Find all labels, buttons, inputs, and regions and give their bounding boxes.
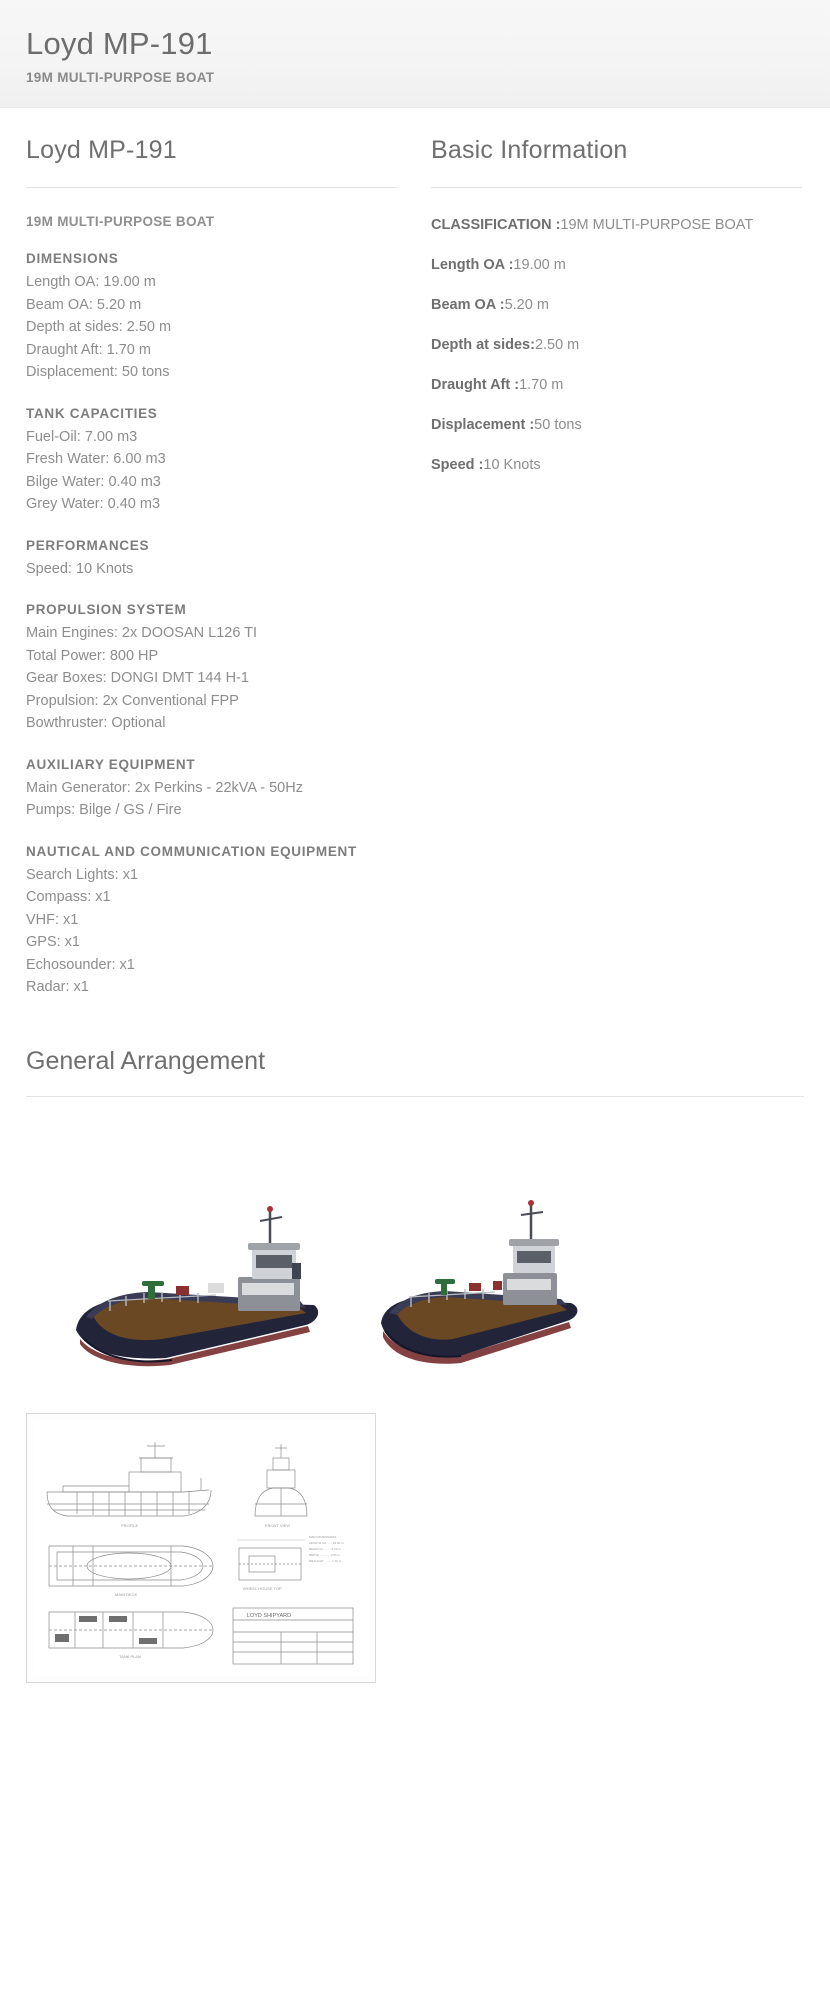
spec-line: Main Engines: 2x DOOSAN L126 TI: [26, 625, 258, 641]
page-title: Loyd MP-191: [26, 26, 213, 61]
page-header: [0, 0, 830, 108]
spec-line: Gear Boxes: DONGI DMT 144 H-1: [26, 670, 249, 686]
info-row: [431, 254, 802, 276]
spec-heading: PROPULSION SYSTEM: [26, 602, 187, 617]
spec-group-dimensions: [26, 251, 397, 384]
blueprint-label-front-view: FRONT VIEW: [265, 1522, 291, 1528]
spec-heading: DIMENSIONS: [26, 251, 119, 266]
spec-heading: AUXILIARY EQUIPMENT: [26, 756, 196, 772]
spec-line: Draught Aft: 1.70 m: [26, 341, 151, 358]
basic-information-list: [431, 214, 802, 476]
spec-line: Propulsion: 2x Conventional FPP: [26, 692, 239, 709]
divider: [26, 1096, 804, 1097]
spec-line: Echosounder: x1: [26, 956, 135, 973]
info-key: Draught Aft :: [431, 377, 520, 393]
blueprint-label-tank-plan: TANK PLAN: [119, 1653, 141, 1659]
spec-heading: TANK CAPACITIES: [26, 405, 158, 421]
info-value: 19.00 m: [513, 257, 566, 273]
spec-line: Length OA: 19.00 m: [26, 274, 156, 290]
spec-line: Main Generator: 2x Perkins - 22kVA - 50Hz: [26, 779, 303, 796]
spec-line: Radar: x1: [26, 979, 89, 995]
general-arrangement-drawing: [26, 1413, 376, 1683]
divider: [26, 187, 397, 188]
info-key: Displacement :: [431, 417, 535, 433]
info-key: Length OA :: [431, 257, 514, 273]
info-row: [431, 334, 802, 356]
basic-information-column: [431, 136, 802, 999]
spec-line: Beam OA: 5.20 m: [26, 296, 142, 313]
info-row: [431, 294, 802, 316]
page-subtitle: 19M MULTI-PURPOSE BOAT: [26, 70, 215, 85]
spec-line: GPS: x1: [26, 934, 80, 950]
spec-group-nautical-communication-equipment: [26, 844, 397, 999]
blueprint-label-profile: PROFILE: [121, 1522, 139, 1528]
divider: [431, 187, 802, 188]
svg-text:DEPTH ............ 2.50 m: DEPTH ............ 2.50 m: [309, 1552, 341, 1557]
spec-group-propulsion-system: [26, 602, 397, 735]
specifications-lead: 19M MULTI-PURPOSE BOAT: [26, 214, 215, 229]
spec-line: Grey Water: 0.40 m3: [26, 496, 161, 512]
info-key: Beam OA :: [431, 297, 505, 313]
svg-text:LENGTH OA ...... 19.00 m: LENGTH OA ...... 19.00 m: [309, 1540, 344, 1545]
info-value: 10 Knots: [483, 457, 541, 473]
svg-text:DRAUGHT ........ 1.70 m: DRAUGHT ........ 1.70 m: [309, 1558, 342, 1563]
spec-line: Displacement: 50 tons: [26, 364, 170, 380]
info-value: 5.20 m: [504, 297, 549, 313]
spec-line: Speed: 10 Knots: [26, 560, 134, 577]
info-value: 1.70 m: [519, 377, 564, 393]
specifications-column: [26, 136, 431, 999]
info-value: 2.50 m: [534, 337, 580, 353]
spec-line: Depth at sides: 2.50 m: [26, 319, 172, 335]
blueprint-label-main-deck: MAIN DECK: [115, 1591, 138, 1597]
spec-group-auxiliary-equipment: [26, 757, 397, 822]
info-key: Speed :: [431, 457, 484, 473]
info-key: CLASSIFICATION :: [431, 217, 561, 233]
spec-group-tank-capacities: [26, 406, 397, 516]
blueprint-svg: [33, 1420, 369, 1676]
svg-text:MAIN DIMENSIONS: MAIN DIMENSIONS: [309, 1534, 337, 1539]
spec-group-performances: [26, 538, 397, 581]
svg-text:BEAM OA ......... 5.20 m: BEAM OA ......... 5.20 m: [309, 1546, 341, 1551]
spec-line: Bilge Water: 0.40 m3: [26, 473, 161, 490]
info-value: 19M MULTI-PURPOSE BOAT: [560, 217, 754, 233]
spec-line: Fresh Water: 6.00 m3: [26, 451, 166, 467]
info-value: 50 tons: [534, 417, 582, 433]
spec-line: Total Power: 800 HP: [26, 647, 159, 664]
spec-heading: NAUTICAL AND COMMUNICATION EQUIPMENT: [26, 843, 357, 859]
spec-line: Compass: x1: [26, 889, 111, 905]
spec-line: Fuel-Oil: 7.00 m3: [26, 428, 138, 445]
spec-line: Search Lights: x1: [26, 866, 139, 883]
info-row: [431, 414, 802, 436]
general-arrangement-section: [0, 1021, 830, 1683]
specifications-title: Loyd MP-191: [26, 136, 177, 164]
info-row: [431, 374, 802, 396]
info-row: [431, 454, 802, 476]
boat-render-bow-view: [371, 1135, 601, 1385]
boat-render-port-view: [56, 1125, 356, 1375]
spec-line: Pumps: Bilge / GS / Fire: [26, 802, 182, 818]
main-content: [0, 108, 830, 999]
spec-line: VHF: x1: [26, 911, 79, 928]
info-row: [431, 214, 802, 236]
blueprint-label-wheelhouse-top: WHEEL HOUSE TOP: [243, 1585, 282, 1591]
basic-information-title: Basic Information: [431, 136, 628, 164]
general-arrangement-title: General Arrangement: [26, 1046, 266, 1075]
render-gallery: [26, 1125, 804, 1395]
spec-line: Bowthruster: Optional: [26, 715, 166, 731]
info-key: Depth at sides:: [431, 337, 535, 353]
blueprint-title-block: LOYD SHIPYARD: [246, 1612, 292, 1619]
spec-heading: PERFORMANCES: [26, 537, 150, 553]
